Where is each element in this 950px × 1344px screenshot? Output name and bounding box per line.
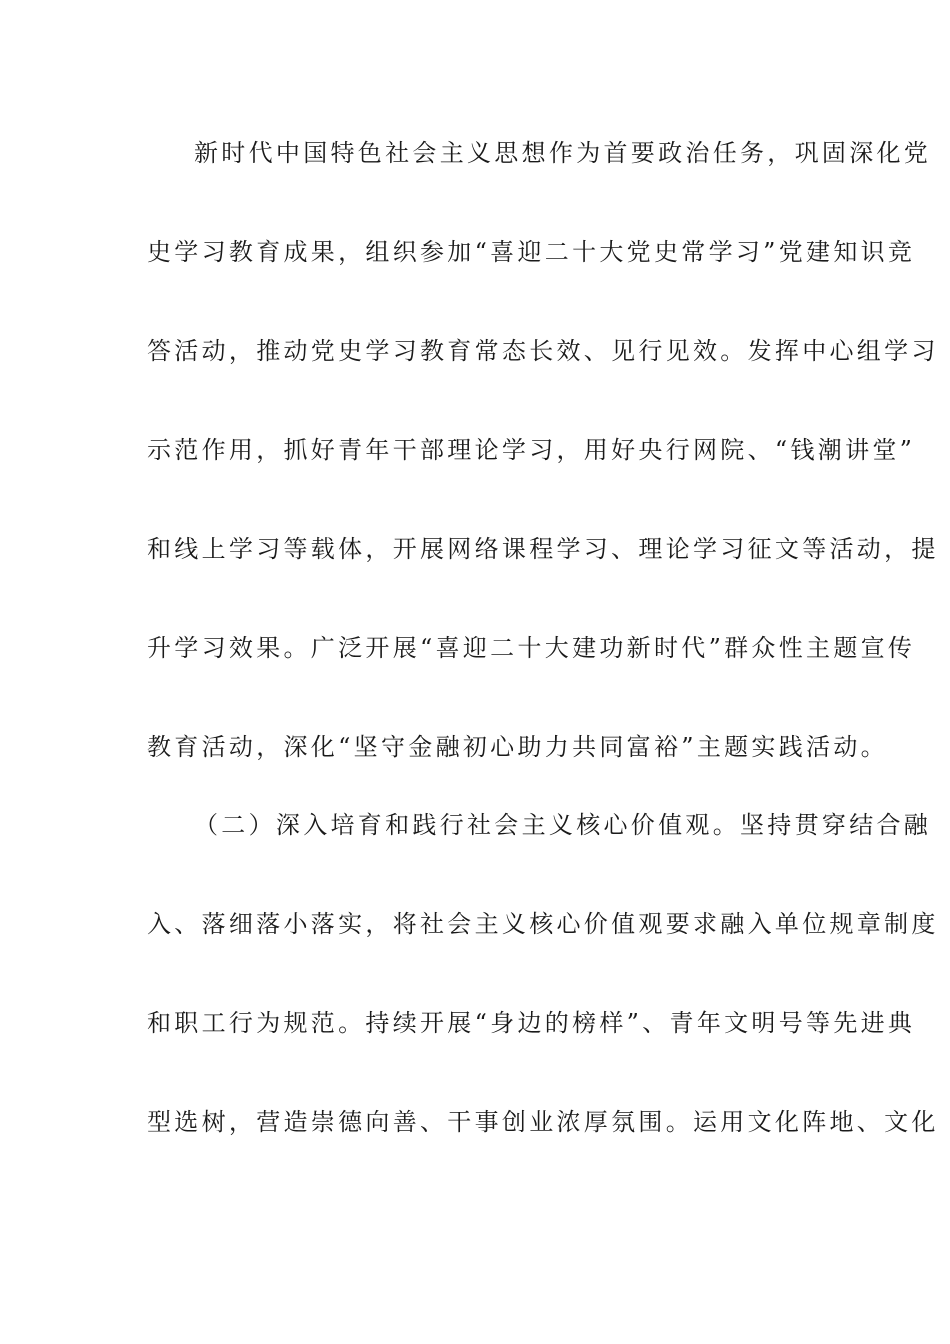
text-line: （二）深入培育和践行社会主义核心价值观。坚持贯穿结合融 (194, 811, 932, 839)
text-line: 入、落细落小落实，将社会主义核心价值观要求融入单位规章制度 (147, 910, 939, 938)
text-line: 和职工行为规范。持续开展“身边的榜样”、青年文明号等先进典 (147, 1009, 916, 1037)
text-line: 示范作用，抓好青年干部理论学习，用好央行网院、“钱潮讲堂” (147, 436, 916, 464)
text-line: 史学习教育成果，组织参加“喜迎二十大党史常学习”党建知识竞 (147, 238, 916, 266)
text-line: 新时代中国特色社会主义思想作为首要政治任务，巩固深化党 (194, 139, 932, 167)
text-line: 升学习效果。广泛开展“喜迎二十大建功新时代”群众性主题宣传 (147, 634, 916, 662)
text-line: 答活动，推动党史学习教育常态长效、见行见效。发挥中心组学习 (147, 337, 939, 365)
text-line: 型选树，营造崇德向善、干事创业浓厚氛围。运用文化阵地、文化 (147, 1108, 939, 1136)
text-line: 教育活动，深化“坚守金融初心助力共同富裕”主题实践活动。 (147, 733, 888, 761)
text-line: 和线上学习等载体，开展网络课程学习、理论学习征文等活动，提 (147, 535, 939, 563)
